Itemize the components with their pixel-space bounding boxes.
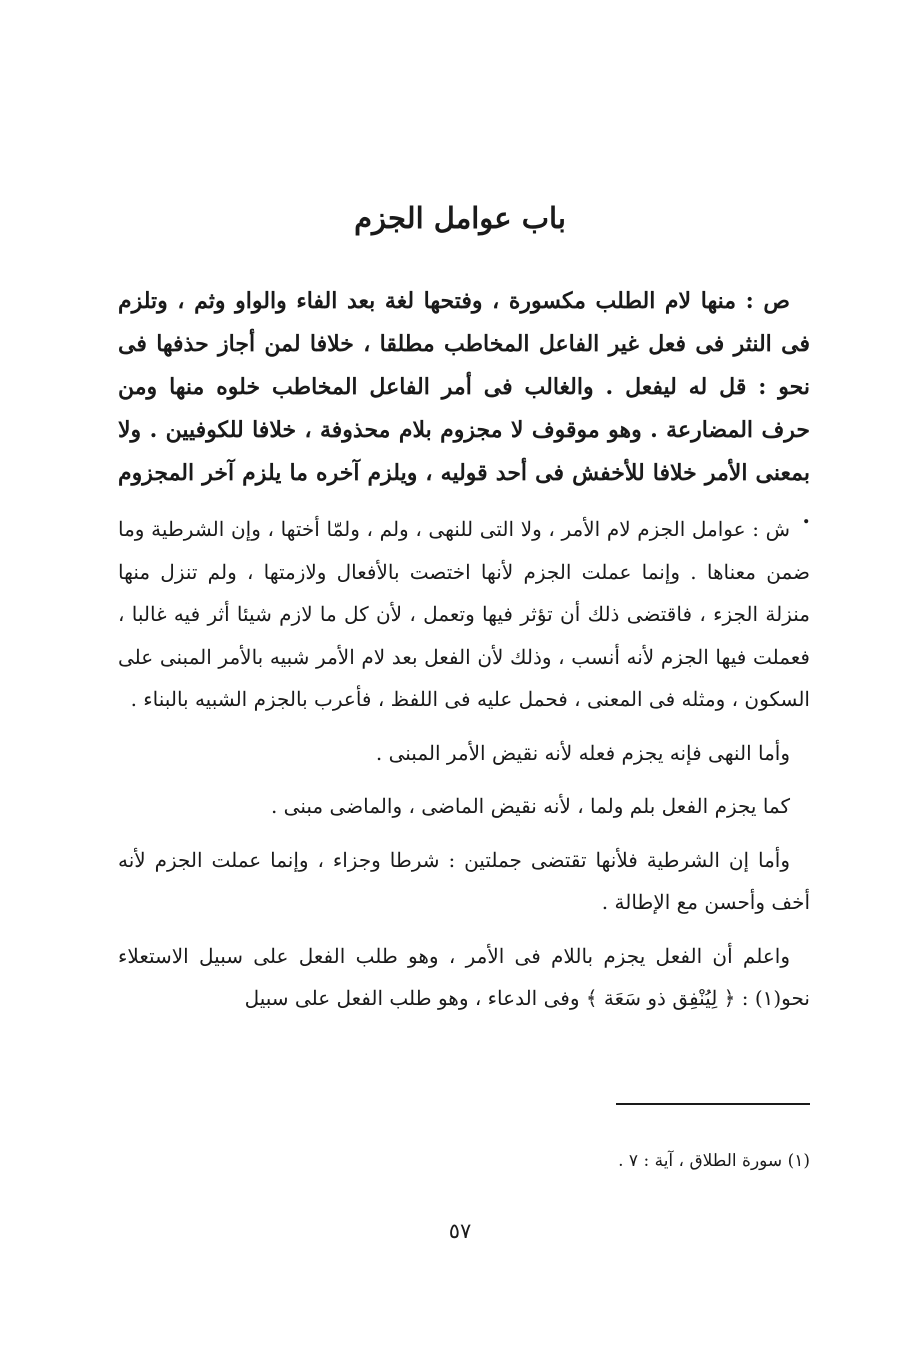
- chapter-title: باب عوامل الجزم: [354, 201, 566, 235]
- sharh-paragraph: وأما إن الشرطية فلأنها تقتضى جملتين : شرطا وجزاء ، وإنما عملت الجزم لأنه أخف وأحسن مع الإطالة .: [118, 847, 810, 914]
- sharh-paragraph: كما يجزم الفعل بلم ولما ، لأنه نقيض الماضى ، والماضى مبنى .: [270, 794, 790, 818]
- page-number: ٥٧: [448, 1219, 472, 1243]
- footnote: (١) سورة الطلاق ، آية : ٧ .: [618, 1151, 810, 1171]
- matn-paragraph: ص : منها لام الطلب مكسورة ، وفتحها لغة بعد الفاء والواو وثم ، وتلزم فى النثر فى فعل غير الفاعل المخاطب مطلقا ، خلافا لمن أجاز حذفها فى نحو : قل له ليفعل . والغالب فى أمر الفاعل المخاطب خلوه منها ومن حرف المضارعة . وهو موقوف لا مجزوم بلام محذوفة ، خلافا للكوفيين . ولا بمعنى الأمر خلافا للأخفش فى أحد قوليه ، ويلزم آخره ما يلزم آخر المجزوم .: [118, 288, 810, 529]
- sharh-paragraph: ش : عوامل الجزم لام الأمر ، ولا التى للنهى ، ولم ، ولمّا أختها ، وإن الشرطية وما ضمن معناها . وإنما عملت الجزم لأنها اختصت بالأفعال ولازمتها ، ولم تنزل منها منزلة الجزء ، فاقتضى ذلك أن تؤثر فيها وتعمل ، لأن كل ما لازم شيئا أثر فيه غالبا ، فعملت فيها الجزم لأنه أنسب ، وذلك لأن الفعل بعد لام الأمر شبيه بالأمر المبنى على السكون ، ومثله فى المعنى ، فحمل عليه فى اللفظ ، فأعرب بالجزم الشبيه بالبناء .: [118, 517, 810, 711]
- sharh-paragraph: واعلم أن الفعل يجزم باللام فى الأمر ، وهو طلب الفعل على سبيل الاستعلاء نحو(١) : ﴿ لِيُنْفِق ذو سَعَة ﴾ وفى الدعاء ، وهو طلب الفعل على سبيل: [118, 943, 810, 1010]
- matn-block: [118, 280, 810, 538]
- sharh-paragraph: وأما النهى فإنه يجزم فعله لأنه نقيض الأمر المبنى .: [375, 740, 790, 765]
- footnote-separator: [616, 1103, 810, 1105]
- sharh-block: [118, 508, 810, 1020]
